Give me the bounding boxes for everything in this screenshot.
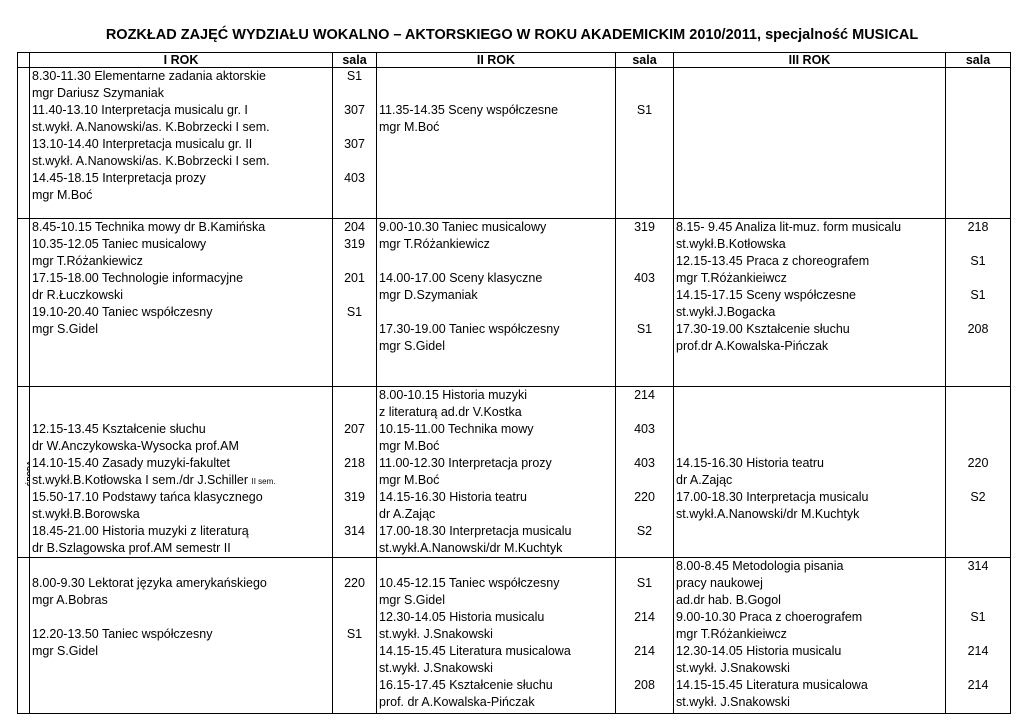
tuesday-year-3: 8.15- 9.45 Analiza lit-muz. form musicalu st.wykł.B.Kotłowska 12.15-13.45 Praca z choreografem mgr T.Różankieiwcz 14.15-17.15 Sceny współczesne st.wykł.J.Bogacka 17.30-19.00 Kształcenie słuchu prof.dr A.Kowalska-Pińczak [674, 219, 946, 387]
day-label-wednesday: ŚRODA [18, 387, 30, 558]
header-day [18, 53, 30, 68]
wednesday-year-3: 14.15-16.30 Historia teatru dr A.Zając 17.00-18.30 Interpretacja musicalu st.wykł.A.Nanowski/dr M.Kuchtyk [674, 387, 946, 558]
day-row-monday [18, 68, 1011, 219]
tuesday-room-3: 218 S1 S1 208 [946, 219, 1011, 387]
tuesday-room-1: 204 319 201 S1 [333, 219, 377, 387]
tuesday-room-2: 319 403 S1 [616, 219, 674, 387]
header-year-2: II ROK [377, 53, 616, 68]
day-row-wednesday [18, 387, 1011, 558]
thursday-room-2: S1 214 214 208 [616, 558, 674, 714]
wednesday-room-3: 220 S2 [946, 387, 1011, 558]
header-year-3: III ROK [674, 53, 946, 68]
thursday-room-3: 314 S1 214 214 [946, 558, 1011, 714]
semester-note: II sem. [251, 477, 276, 486]
header-room-3: sala [946, 53, 1011, 68]
day-row-tuesday [18, 219, 1011, 387]
thursday-year-2: 10.45-12.15 Taniec współczesny mgr S.Gidel 12.30-14.05 Historia musicalu st.wykł. J.Snakowski 14.15-15.45 Literatura musicalowa st.wykł. J.Snakowski 16.15-17.45 Kształcenie słuchu prof. dr A.Kowalska-Pińczak [377, 558, 616, 714]
header-room-1: sala [333, 53, 377, 68]
day-label-monday [18, 68, 30, 219]
header-year-1: I ROK [30, 53, 333, 68]
day-row-thursday [18, 558, 1011, 714]
wednesday-room-2: 214 403 403 220 S2 [616, 387, 674, 558]
schedule-table [17, 52, 1011, 714]
tuesday-year-2: 9.00-10.30 Taniec musicalowy mgr T.Różankiewicz 14.00-17.00 Sceny klasyczne mgr D.Szymaniak 17.30-19.00 Taniec współczesny mgr S.Gidel [377, 219, 616, 387]
tuesday-year-1: 8.45-10.15 Technika mowy dr B.Kamińska 10.35-12.05 Taniec musicalowy mgr T.Różankiewicz 17.15-18.00 Technologie informacyjne dr R.Łuczkowski 19.10-20.40 Taniec współczesny mgr S.Gidel [30, 219, 333, 387]
monday-year-2: 11.35-14.35 Sceny współczesne mgr M.Boć [377, 68, 616, 219]
header-room-2: sala [616, 53, 674, 68]
monday-year-3 [674, 68, 946, 219]
thursday-room-1: 220 S1 [333, 558, 377, 714]
wednesday-year-2: 8.00-10.15 Historia muzyki z literaturą ad.dr V.Kostka 10.15-11.00 Technika mowy mgr M.Boć 11.00-12.30 Interpretacja prozy mgr M.Boć 14.15-16.30 Historia teatru dr A.Zając 17.00-18.30 Interpretacja musicalu st.wykł.A.Nanowski/dr M.Kuchtyk [377, 387, 616, 558]
monday-room-2: S1 [616, 68, 674, 219]
wednesday-year-1: 12.15-13.45 Kształcenie słuchu dr W.Anczykowska-Wysocka prof.AM 14.10-15.40 Zasady muzyki-fakultet st.wykł.B.Kotłowska I sem./dr J.Schiller II sem. 15.50-17.10 Podstawy tańca klasycznego st.wykł.B.Borowska 18.45-21.00 Historia muzyki z literaturą dr B.Szlagowska prof.AM semestr II [30, 387, 333, 558]
header-row [18, 53, 1011, 68]
thursday-year-1: 8.00-9.30 Lektorat języka amerykańskiego mgr A.Bobras 12.20-13.50 Taniec współczesny mgr S.Gidel [30, 558, 333, 714]
monday-year-1: 8.30-11.30 Elementarne zadania aktorskie mgr Dariusz Szymaniak 11.40-13.10 Interpretacja musicalu gr. I st.wykł. A.Nanowski/as. K.Bobrzecki I sem. 13.10-14.40 Interpretacja musicalu gr. II st.wykł. A.Nanowski/as. K.Bobrzecki I sem. 14.45-18.15 Interpretacja prozy mgr M.Boć [30, 68, 333, 219]
monday-room-3 [946, 68, 1011, 219]
wednesday-room-1: 207 218 319 314 [333, 387, 377, 558]
day-label-tuesday [18, 219, 30, 387]
page-title: ROZKŁAD ZAJĘĆ WYDZIAŁU WOKALNO – AKTORSKIEGO W ROKU AKADEMICKIM 2010/2011, specjalność MUSICAL [105, 27, 919, 43]
thursday-year-3: 8.00-8.45 Metodologia pisania pracy naukowej ad.dr hab. B.Gogol 9.00-10.30 Praca z choerografem mgr T.Różankieiwcz 12.30-14.05 Historia musicalu st.wykł. J.Snakowski 14.15-15.45 Literatura musicalowa st.wykł. J.Snakowski [674, 558, 946, 714]
monday-room-1: S1 307 307 403 [333, 68, 377, 219]
day-label-thursday [18, 558, 30, 714]
